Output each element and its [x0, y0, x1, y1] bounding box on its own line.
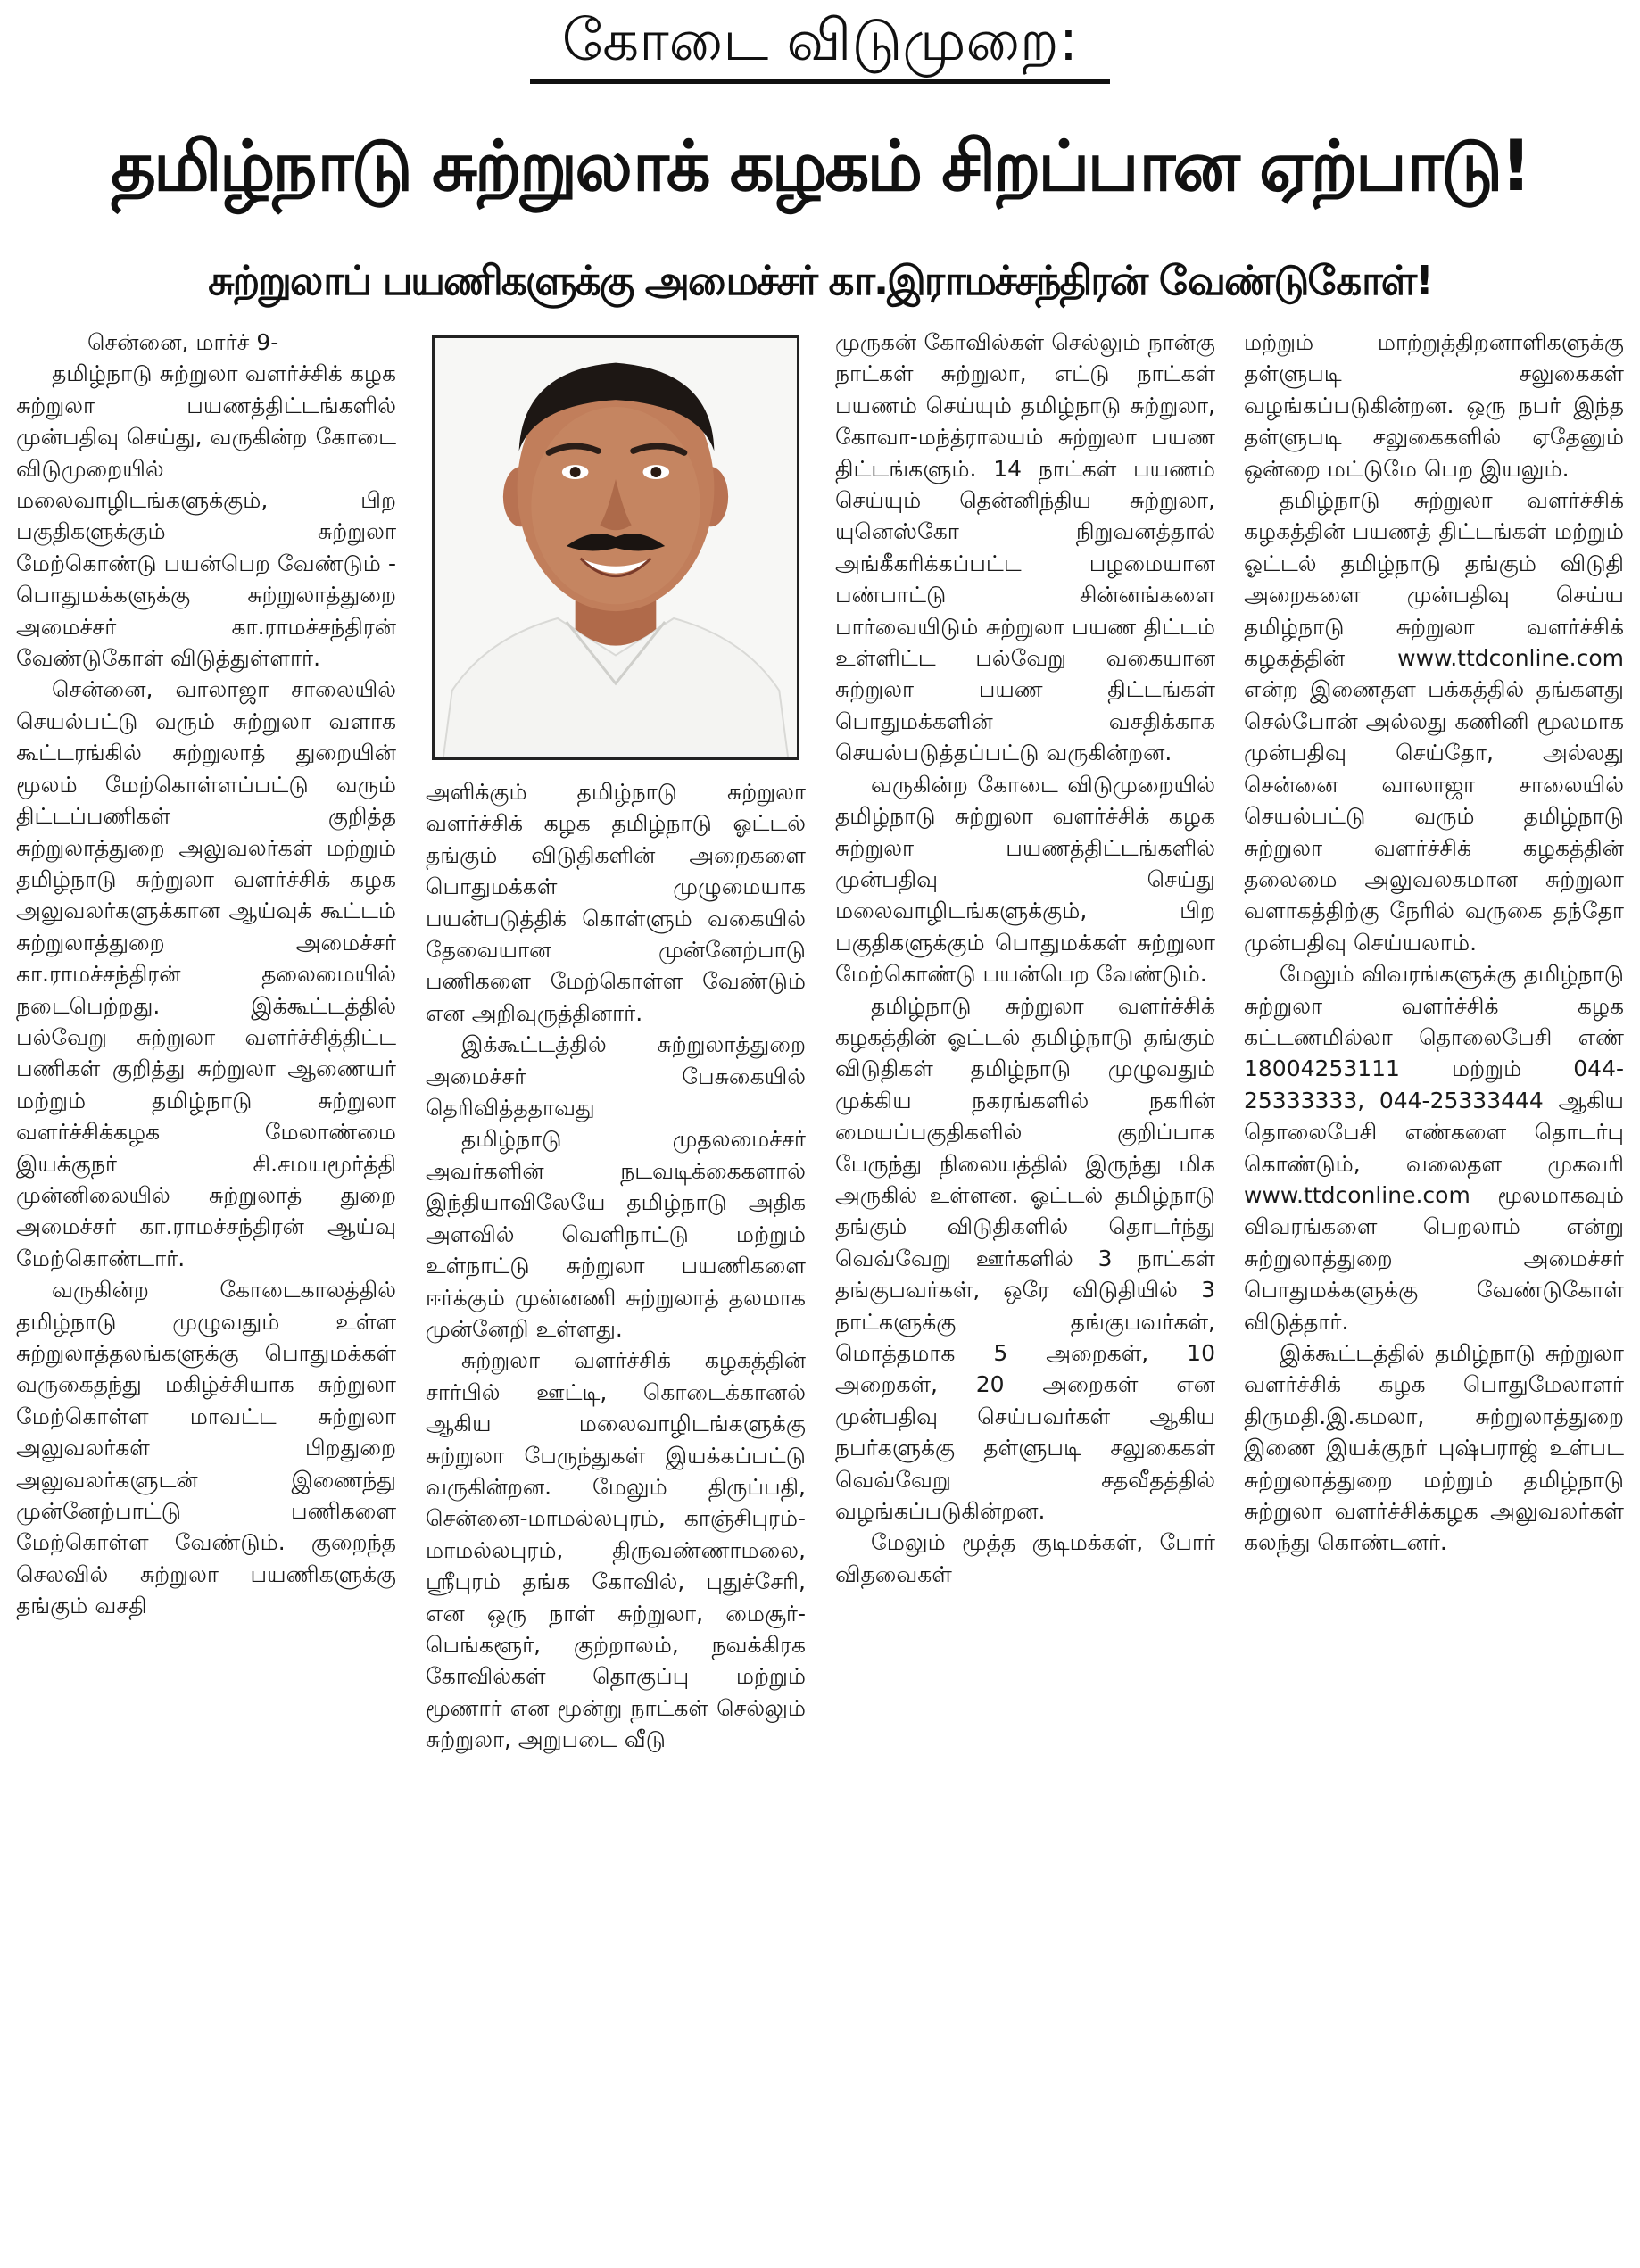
paragraph: தமிழ்நாடு முதலமைச்சர் அவர்களின் நடவடிக்கைகளால் இந்தியாவிலேயே தமிழ்நாடு அதிக அளவில் வெளிநாட்டு மற்றும் உள்நாட்டு சுற்றுலா பயணிகளை ஈர்க்கும் முன்னணி சுற்றுலாத் தலமாக முன்னேறி உள்ளது.	[426, 1126, 806, 1342]
portrait-icon	[435, 338, 797, 757]
article-body	[16, 327, 1624, 2263]
kicker: கோடை விடுமுறை:	[530, 4, 1110, 84]
paragraph: சென்னை, வாலாஜா சாலையில் செயல்பட்டு வரும் சுற்றுலா வளாக கூட்டரங்கில் சுற்றுலாத் துறையின் மூலம் மேற்கொள்ளப்பட்டு வரும் திட்டப்பணிகள் குறித்த சுற்றுலாத்துறை அலுவலர்கள் மற்றும் தமிழ்நாடு சுற்றுலா வளர்ச்சிக் கழக அலுவலர்களுக்கான ஆய்வுக் கூட்டம் சுற்றுலாத்துறை அமைச்சர் கா.ராமச்சந்திரன் தலைமையில் நடைபெற்றது. இக்கூட்டத்தில் பல்வேறு சுற்றுலா வளர்ச்சித்திட்ட பணிகள் குறித்து சுற்றுலா ஆணையர் மற்றும் தமிழ்நாடு சுற்றுலா வளர்ச்சிக்கழக மேலாண்மை இயக்குநர் சி.சமயமூர்த்தி முன்னிலையில் சுற்றுலாத் துறை அமைச்சர் கா.ராமச்சந்திரன் ஆய்வு மேற்கொண்டார்.	[16, 676, 396, 1271]
paragraph: மேலும் விவரங்களுக்கு தமிழ்நாடு சுற்றுலா வளர்ச்சிக் கழக கட்டணமில்லா தொலைபேசி எண் 18004253111 மற்றும் 044-25333333, 044-25333444 ஆகிய தொலைபேசி எண்களை தொடர்பு கொண்டும், வலைதள முகவரி www.ttdconline.com மூலமாகவும் விவரங்களை பெறலாம் என்று சுற்றுலாத்துறை அமைச்சர் பொதுமக்களுக்கு வேண்டுகோள் விடுத்தார்.	[1244, 961, 1624, 1335]
column-2	[426, 327, 806, 2263]
paragraph: சுற்றுலா வளர்ச்சிக் கழகத்தின் சார்பில் ஊட்டி, கொடைக்கானல் ஆகிய மலைவாழிடங்களுக்கு சுற்றுலா பேருந்துகள் இயக்கப்பட்டு வருகின்றன. மேலும் திருப்பதி, சென்னை-மாமல்லபுரம், காஞ்சிபுரம்- மாமல்லபுரம், திருவண்ணாமலை, ஸ்ரீபுரம் தங்க கோவில், புதுச்சேரி, என ஒரு நாள் சுற்றுலா, மைசூர்-பெங்களூர், குற்றாலம், நவக்கிரக கோவில்கள் தொகுப்பு மற்றும் மூணார் என மூன்று நாட்கள் செல்லும் சுற்றுலா, அறுபடை வீடு	[426, 1347, 806, 1753]
paragraph: மற்றும் மாற்றுத்திறனாளிகளுக்கு தள்ளுபடி சலுகைகள் வழங்கப்படுகின்றன. ஒரு நபர் இந்த தள்ளுபடி சலுகைகளில் ஏதேனும் ஒன்றை மட்டுமே பெற இயலும்.	[1244, 329, 1624, 482]
headline: தமிழ்நாடு சுற்றுலாக் கழகம் சிறப்பான ஏற்பாடு!	[111, 127, 1529, 207]
paragraph: அளிக்கும் தமிழ்நாடு சுற்றுலா வளர்ச்சிக் கழக தமிழ்நாடு ஓட்டல் தங்கும் விடுதிகளின் அறைகளை பொதுமக்கள் முழுமையாக பயன்படுத்திக் கொள்ளும் வகையில் தேவையான முன்னேற்பாடு பணிகளை மேற்கொள்ள வேண்டும் என அறிவுருத்தினார்.	[426, 779, 806, 1026]
paragraph: இக்கூட்டத்தில் சுற்றுலாத்துறை அமைச்சர் பேசுகையில் தெரிவித்ததாவது	[426, 1031, 806, 1122]
column-3	[835, 327, 1215, 2263]
column-4	[1244, 327, 1624, 2263]
kicker-wrap	[0, 4, 1640, 84]
paragraph: தமிழ்நாடு சுற்றுலா வளர்ச்சிக் கழக சுற்றுலா பயணத்திட்டங்களில் முன்பதிவு செய்து, வருகின்ற கோடை விடுமுறையில் மலைவாழிடங்களுக்கும், பிற பகுதிகளுக்கும் சுற்றுலா மேற்கொண்டு பயன்பெற வேண்டும் - பொதுமக்களுக்கு சுற்றுலாத்துறை அமைச்சர் கா.ராமச்சந்திரன் வேண்டுகோள் விடுத்துள்ளார்.	[16, 360, 396, 672]
column-1	[16, 327, 396, 2263]
minister-portrait-photo	[432, 335, 799, 760]
dateline: சென்னை, மார்ச் 9-	[87, 329, 279, 355]
paragraph: முருகன் கோவில்கள் செல்லும் நான்கு நாட்கள் சுற்றுலா, எட்டு நாட்கள் பயணம் செய்யும் தமிழ்நாடு சுற்றுலா, கோவா-மந்த்ராலயம் சுற்றுலா பயண திட்டங்களும். 14 நாட்கள் பயணம் செய்யும் தென்னிந்திய சுற்றுலா, யுனெஸ்கோ நிறுவனத்தால் அங்கீகரிக்கப்பட்ட பழமையான பண்பாட்டு சின்னங்களை பார்வையிடும் சுற்றுலா பயண திட்டம் உள்ளிட்ட பல்வேறு வகையான சுற்றுலா பயண திட்டங்கள் பொதுமக்களின் வசதிக்காக செயல்படுத்தப்பட்டு வருகின்றன.	[835, 329, 1215, 766]
paragraph: இக்கூட்டத்தில் தமிழ்நாடு சுற்றுலா வளர்ச்சிக் கழக பொதுமேலாளர் திருமதி.இ.கமலா, சுற்றுலாத்துறை இணை இயக்குநர் புஷ்பராஜ் உள்பட சுற்றுலாத்துறை மற்றும் தமிழ்நாடு சுற்றுலா வளர்ச்சிக்கழக அலுவலர்கள் கலந்து கொண்டனர்.	[1244, 1340, 1624, 1556]
subheadline: சுற்றுலாப் பயணிகளுக்கு அமைச்சர் கா.இராமச்சந்திரன் வேண்டுகோள்!	[208, 257, 1432, 304]
paragraph: வருகின்ற கோடை விடுமுறையில் தமிழ்நாடு சுற்றுலா வளர்ச்சிக் கழக சுற்றுலா பயணத்திட்டங்களில் முன்பதிவு செய்து மலைவாழிடங்களுக்கும், பிற பகுதிகளுக்கும் பொதுமக்கள் சுற்றுலா மேற்கொண்டு பயன்பெற வேண்டும்.	[835, 771, 1215, 988]
paragraph: தமிழ்நாடு சுற்றுலா வளர்ச்சிக் கழகத்தின் ஓட்டல் தமிழ்நாடு தங்கும் விடுதிகள் தமிழ்நாடு முழுவதும் முக்கிய நகரங்களில் நகரின் மையப்பகுதிகளில் குறிப்பாக பேருந்து நிலையத்தில் இருந்து மிக அருகில் உள்ளன. ஓட்டல் தமிழ்நாடு தங்கும் விடுதிகளில் தொடர்ந்து வெவ்வேறு ஊர்களில் 3 நாட்கள் தங்குபவர்கள், ஒரே விடுதியில் 3 நாட்களுக்கு தங்குபவர்கள், மொத்தமாக 5 அறைகள், 10 அறைகள், 20 அறைகள் என முன்பதிவு செய்பவர்கள் ஆகிய நபர்களுக்கு தள்ளுபடி சலுகைகள் வெவ்வேறு சதவீதத்தில் வழங்கப்படுகின்றன.	[835, 992, 1215, 1525]
paragraph: வருகின்ற கோடைகாலத்தில் தமிழ்நாடு முழுவதும் உள்ள சுற்றுலாத்தலங்களுக்கு பொதுமக்கள் வருகைதந்து மகிழ்ச்சியாக சுற்றுலா மேற்கொள்ள மாவட்ட சுற்றுலா அலுவலர்கள் பிறதுறை அலுவலர்களுடன் இணைந்து முன்னேற்பாட்டு பணிகளை மேற்கொள்ள வேண்டும். குறைந்த செலவில் சுற்றுலா பயணிகளுக்கு தங்கும் வசதி	[16, 1277, 396, 1619]
paragraph: தமிழ்நாடு சுற்றுலா வளர்ச்சிக் கழகத்தின் பயணத் திட்டங்கள் மற்றும் ஓட்டல் தமிழ்நாடு தங்கும் விடுதி அறைகளை முன்பதிவு செய்ய தமிழ்நாடு சுற்றுலா வளர்ச்சிக் கழகத்தின் www.ttdconline.com என்ற இணைதள பக்கத்தில் தங்களது செல்போன் அல்லது கணினி மூலமாக முன்பதிவு செய்தோ, அல்லது சென்னை வாலாஜா சாலையில் செயல்பட்டு வரும் தமிழ்நாடு சுற்றுலா வளர்ச்சிக் கழகத்தின் தலைமை அலுவலகமான சுற்றுலா வளாகத்திற்கு நேரில் வருகை தந்தோ முன்பதிவு செய்யலாம்.	[1244, 487, 1624, 956]
paragraph: மேலும் மூத்த குடிமக்கள், போர் விதவைகள்	[835, 1529, 1215, 1587]
